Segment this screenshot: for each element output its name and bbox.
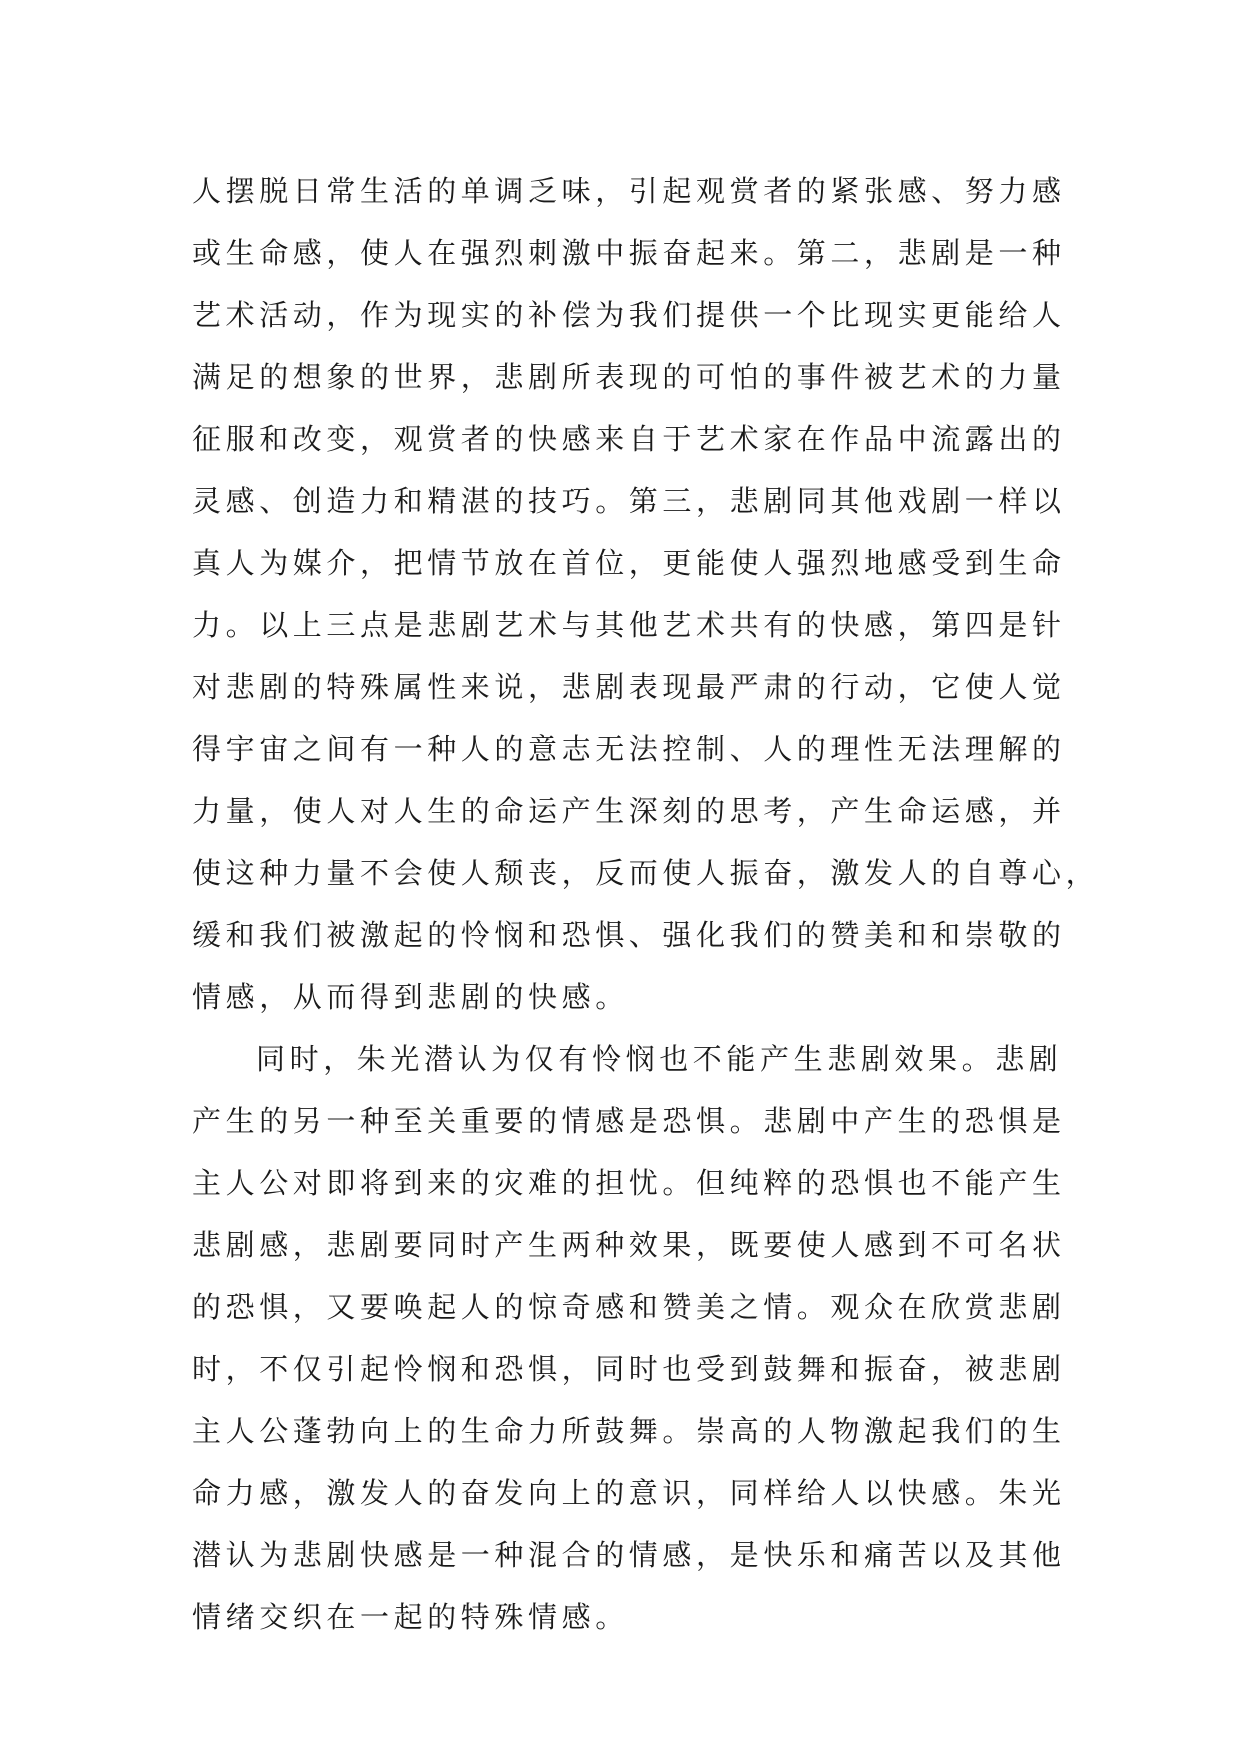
text-line: 力量，使人对人生的命运产生深刻的思考，产生命运感，并 [192, 794, 1066, 828]
text-line: 情绪交织在一起的特殊情感。 [192, 1600, 629, 1634]
text-line: 得宇宙之间有一种人的意志无法控制、人的理性无法理解的 [192, 732, 1066, 766]
text-line: 真人为媒介，把情节放在首位，更能使人强烈地感受到生命 [192, 546, 1066, 580]
text-line: 缓和我们被激起的怜悯和恐惧、强化我们的赞美和和崇敬的 [192, 918, 1066, 952]
text-line: 力。以上三点是悲剧艺术与其他艺术共有的快感，第四是针 [192, 608, 1066, 642]
text-line: 满足的想象的世界，悲剧所表现的可怕的事件被艺术的力量 [192, 360, 1066, 394]
body-text [192, 160, 1100, 1648]
text-line: 使这种力量不会使人颓丧，反而使人振奋，激发人的自尊心， [192, 856, 1100, 890]
text-line: 的恐惧，又要唤起人的惊奇感和赞美之情。观众在欣赏悲剧 [192, 1290, 1066, 1324]
text-line: 艺术活动，作为现实的补偿为我们提供一个比现实更能给人 [192, 298, 1066, 332]
text-line: 时，不仅引起怜悯和恐惧，同时也受到鼓舞和振奋，被悲剧 [192, 1352, 1066, 1386]
text-line: 或生命感，使人在强烈刺激中振奋起来。第二，悲剧是一种 [192, 236, 1066, 270]
paragraph [192, 160, 1100, 1028]
text-line: 情感，从而得到悲剧的快感。 [192, 980, 629, 1014]
text-line: 对悲剧的特殊属性来说，悲剧表现最严肃的行动，它使人觉 [192, 670, 1066, 704]
text-line: 灵感、创造力和精湛的技巧。第三，悲剧同其他戏剧一样以 [192, 484, 1066, 518]
text-line: 悲剧感，悲剧要同时产生两种效果，既要使人感到不可名状 [192, 1228, 1066, 1262]
text-line: 主人公对即将到来的灾难的担忧。但纯粹的恐惧也不能产生 [192, 1166, 1066, 1200]
text-line: 人摆脱日常生活的单调乏味，引起观赏者的紧张感、努力感 [192, 174, 1066, 208]
paragraph [192, 1028, 1066, 1648]
text-line: 同时，朱光潜认为仅有怜悯也不能产生悲剧效果。悲剧 [256, 1042, 1063, 1076]
text-line: 潜认为悲剧快感是一种混合的情感，是快乐和痛苦以及其他 [192, 1538, 1066, 1572]
text-line: 征服和改变，观赏者的快感来自于艺术家在作品中流露出的 [192, 422, 1066, 456]
text-line: 命力感，激发人的奋发向上的意识，同样给人以快感。朱光 [192, 1476, 1066, 1510]
text-line: 主人公蓬勃向上的生命力所鼓舞。崇高的人物激起我们的生 [192, 1414, 1066, 1448]
text-line: 产生的另一种至关重要的情感是恐惧。悲剧中产生的恐惧是 [192, 1104, 1066, 1138]
